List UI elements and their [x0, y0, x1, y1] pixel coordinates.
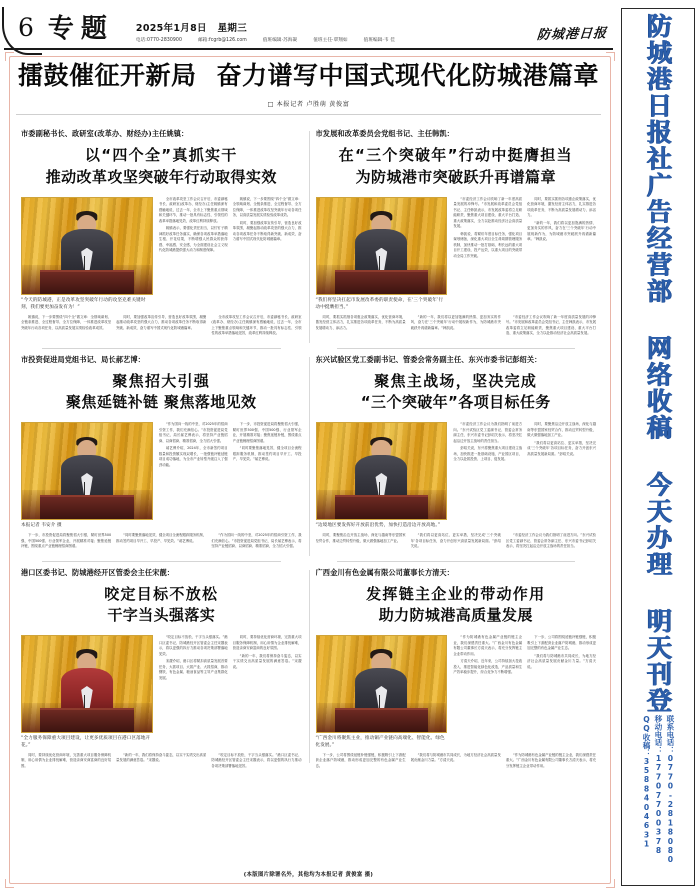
story-paragraph: “咬定目标不放松，干字当头强落实。”港口区委书记、防城港经开区管委会主任宋靓表示，将以更强的执行力推动各项决策部署落地见效。: [211, 752, 302, 768]
story-paragraph: 姚镇说，下一步要围绕“四个全”做文章：全领域谋划、全链条推进、全过程督导、全方位保障，一体推进改革攻坚突破年行动各项任务，以高质量发展实绩检验改革成效。: [232, 196, 302, 218]
story-text-column: [159, 197, 228, 312]
story-paragraph: “市委经济工作会议为我们指明了前进方向。”东兴试验区党工委副书记、管委会常务副主任、东兴市委书记彭绍关表示，将坚决扛起沿边开放主战场的责任担当。: [505, 532, 597, 549]
story-kicker: 东兴试验区党工委副书记、管委会常务副主任、东兴市委书记彭绍关：: [315, 354, 542, 364]
story-photo-caption: 本报记者 韦安介 摄: [21, 523, 62, 529]
story-paragraph: 同时，要加强改革宣传引导，营造良好改革氛围，凝聚起推动改革攻坚的强大合力，推动各项改革任务不断取得新突破、新成效，奋力谱写中国式现代化防城港篇章。: [116, 314, 207, 330]
folio-curve-decoration: [2, 7, 42, 55]
story-paragraph: 姚镇表示，要强化责任担当，以钉钉子精神抓好改革任务落实，确保各项改革举措落地生根、开花结果，不断增强人民群众的获得感、幸福感、安全感，为全面建设社会主义现代化防城港提供强大动力和制度保障。: [158, 226, 228, 253]
duty-editor-1: 值班编辑·苏海凝: [262, 37, 298, 44]
photo-podium: [40, 495, 133, 519]
story-headline-line1: 聚焦招大引强: [112, 371, 211, 390]
main-headline: [0, 50, 617, 91]
story-cell: [14, 351, 309, 564]
ad-contact-item: [665, 715, 674, 864]
story-body: [21, 197, 302, 312]
story-lower-text: [21, 533, 302, 552]
story-kicker: 市委副秘书长、政研室(改革办、财经办)主任姚镇：: [21, 129, 189, 139]
story-headline-line1: 咬定目标不放松: [104, 584, 219, 603]
story-text-column: [233, 197, 302, 312]
photo-microphone: [379, 695, 380, 708]
story-text-columns: [453, 197, 596, 312]
story-paragraph: “市委经济工作会议吹响了新一年度高质量发展的冲锋号。”市发展和改革委员会党组书记、主任韩凯表示，市发展改革委将立足职能职责，聚焦重大项目建设、重大平台打造、重大政策落实，全力以赴推动经济社会高质量发展。: [505, 314, 597, 336]
story-photo-column: [316, 422, 448, 530]
story-paragraph: 下一步，公司将围绕延链补链强链，积极吸引上下游配套企业落户防城港，推动形成更加完整的有色金属产业生态。: [315, 752, 406, 768]
story-paragraph: “作为防城港有色金属产业链的链主企业，我们深感责任重大。”广西金川有色金属有限公司董事长方清天表示，将充分发挥链主企业带动作用。: [453, 635, 523, 656]
story-paragraph: 韩凯说，将紧盯年度目标任务，强化项目谋划储备，深化重大项目全生命周期管理服务机制，加快推动一批打基础、利长远的重大项目开工建设、投产达效，以重大项目的突破带动全局工作突破。: [453, 231, 523, 258]
story-paragraph: “我们将以更高站位、更实举措，坚决完成‘三个突破年’各项目标任务，奋力开创东兴高质量发展新局面。”彭绍关说。: [527, 440, 597, 456]
story-paragraph: 郝艺博介绍，2024年，全市新签约项目数量和投资额实现双增长，一批强链补链延链项目成功落地，为全市产业转型升级注入了强劲动能。: [158, 446, 228, 467]
folio-block: [6, 15, 34, 46]
story-paragraph: 下一步，公司将围绕延链补链强链，积极吸引上下游配套企业落户防城港，推动形成更加完整的有色金属产业生态。: [527, 635, 597, 651]
story-paragraph: 下一步，市投资促进局将聚焦招大引强，紧盯世界500强、中国500强、行业领军企业，开展精准对接；聚焦延链补链，围绕重点产业链梳理招商图谱。: [21, 532, 112, 549]
story-paragraph: 姚镇说，下一步要围绕“四个全”做文章：全领域谋划、全链条推进、全过程督导、全方位保障，一体推进改革攻坚突破年行动各项任务，以高质量发展实绩检验改革成效。: [21, 314, 112, 330]
main-headline-part1: 擂鼓催征开新局: [17, 61, 197, 90]
story-cell: [309, 125, 604, 350]
photo-podium: [335, 270, 428, 294]
story-paragraph: “市委经济工作会议吹响了新一年度高质量发展的冲锋号。”市发展和改革委员会党组书记、主任韩凯表示，市发展改革委将立足职能职责，聚焦重大项目建设、重大平台打造、重大政策落实，全力以赴推动经济社会高质量发展。: [453, 196, 523, 229]
ad-contact-label: 移动电话：: [653, 715, 663, 754]
story-cell: [14, 564, 309, 772]
story-text-column: [116, 533, 206, 552]
story-paragraph: 全市改革攻坚工作会议召开后，市委副秘书长、政研室(改革办、财经办)主任姚镇深有感触地说，过去一年，全市上下聚焦重点领域和关键环节，推动一批具有标志性、引领性的改革举措落地见效，改革红利持续释放。: [211, 314, 302, 336]
story-kicker: 广西金川有色金属有限公司董事长方清天：: [315, 567, 454, 577]
story-photo-caption: “广西金川将聚焦主业，推动铜产业链向高端化、智能化、绿色化发展。”: [315, 736, 445, 748]
story-divider: [42, 561, 281, 562]
story-lower-text: [21, 753, 302, 772]
story-text-column: [506, 315, 596, 339]
story-headline-line1: 发挥链主企业的带动作用: [366, 584, 546, 603]
story-body: [21, 422, 302, 530]
photo-microphone: [379, 482, 380, 495]
story-kicker: 港口区委书记、防城港经开区管委会主任宋靓：: [21, 567, 175, 577]
masthead-phone: 电话:0770-2830900: [135, 37, 182, 44]
story-paragraph: “作为防城港有色金属产业链的链主企业，我们深感责任重大。”广西金川有色金属有限公司董事长方清天表示，将充分发挥链主企业带动作用。: [505, 752, 597, 768]
frame-corner-bottom-left: [5, 879, 14, 888]
page-photo-credit: (本版图片除署名外，其他均为本报记者 黄俊富 摄): [243, 872, 374, 878]
story-headline-line1: 聚焦主战场，坚决完成: [374, 371, 538, 390]
advertisement-column: [617, 0, 700, 894]
story-divider: [337, 561, 576, 562]
main-headline-part2: 奋力谱写中国式现代化防城港篇章: [216, 61, 600, 90]
weekday-text: 星期三: [217, 22, 248, 34]
story-headline: [21, 371, 302, 415]
story-paragraph: 同时，要抓实抓细各项惠企政策落实，优化营商环境，激发经营主体活力，扎实推进各项改革任务，不断为高质量发展增动力、添活力。: [315, 314, 406, 330]
story-text-column: [21, 315, 111, 339]
story-text-column: [506, 753, 596, 772]
story-headline: [316, 371, 597, 415]
ad-contact-item: [653, 715, 662, 864]
story-text-column: [21, 753, 111, 772]
story-body: [316, 635, 597, 750]
story-photo-column: [316, 635, 448, 750]
ad-contact-value: 17707700378: [653, 754, 663, 856]
story-headline-line1: 在“三个突破年”行动中挺膺担当: [338, 146, 573, 165]
story-paragraph: “同时要聚焦落地见效，健全项目全流程跟踪服务机制，推动签约项目早开工、早投产、早见效。”郝艺博说。: [232, 446, 302, 462]
story-paragraph: 下一步，市投资促进局将聚焦招大引强，紧盯世界500强、中国500强、行业领军企业，开展精准对接；聚焦延链补链，围绕重点产业链梳理招商图谱。: [232, 422, 302, 443]
story-text-column: [316, 315, 406, 339]
story-photo-caption: “边境地区要发挥好开放前沿优势，加快打造沿边开放高地。”: [315, 523, 441, 529]
ad-contact-item: [641, 715, 650, 864]
story-paragraph: 同时，要聚焦沿边开放主战场，深化与越南等东盟国家经贸合作，推动边贸转型升级，做大做强落地加工产业。: [315, 532, 406, 543]
story-photo-column: [21, 197, 153, 312]
story-body: [316, 197, 597, 312]
date-text: 2025年1月8日: [135, 22, 207, 34]
story-kicker: 市发展和改革委员会党组书记、主任韩凯：: [315, 129, 454, 139]
story-text-column: [527, 422, 596, 530]
story-text-column: [159, 635, 228, 750]
story-text-column: [316, 533, 406, 552]
photo-microphone: [84, 256, 85, 269]
story-text-column: [453, 422, 522, 530]
story-headline-line2: 聚焦延链补链 聚焦落地见效: [66, 393, 257, 412]
story-text-column: [316, 753, 406, 772]
story-photo: [316, 635, 448, 733]
masthead-contact-line: [136, 37, 395, 43]
story-text-column: [116, 753, 206, 772]
story-text-column: [527, 197, 596, 312]
story-text-columns: [453, 635, 596, 750]
story-lower-text: [316, 753, 597, 772]
story-text-column: [211, 533, 301, 552]
photo-podium: [40, 708, 133, 732]
story-kicker: 市投资促进局党组书记、局长郝艺博：: [21, 354, 145, 364]
story-cell: [309, 351, 604, 564]
story-text-columns: [453, 422, 596, 530]
story-photo-column: [21, 635, 153, 750]
story-divider: [42, 348, 281, 349]
photo-microphone: [379, 256, 380, 269]
story-text-columns: [159, 635, 302, 750]
story-headline-line2: 干字当头强落实: [107, 606, 216, 625]
story-paragraph: “同时要聚焦落地见效，健全项目全流程跟踪服务机制，推动签约项目早开工、早投产、早见效。”郝艺博说。: [116, 532, 207, 543]
story-paragraph: 同时，要持续优化营商环境，完善重大项目服务保障机制，用心用情为企业排忧解难，营造亲商安商富商的良好氛围。: [232, 635, 302, 651]
story-text-column: [159, 422, 228, 530]
story-paragraph: 方清天介绍，近年来，公司持续加大技改投入，推进智能化绿色化改造，产品质量和生产效率稳步提升，综合竞争力不断增强。: [453, 659, 523, 675]
duty-director: 值班主任·覃翔如: [313, 37, 348, 44]
story-paragraph: “我们将与防城港市共同成长，为地方经济社会高质量发展贡献金川力量。”方清天说。: [410, 752, 501, 763]
story-headline-line2: 为防城港市突破跃升再谱篇章: [355, 168, 556, 186]
story-cell: [309, 564, 604, 772]
story-headline-line2: “三个突破年”各项目标任务: [360, 393, 551, 412]
story-headline: [316, 145, 597, 189]
story-paragraph: “新的一年，我们将以更加饱满的热情、更加务实的作风，奋力在‘三个突破年’行动中展现新作为，为防城港市突破跃升再谱新篇章。”韩凯说。: [527, 220, 597, 242]
story-photo-column: [316, 197, 448, 312]
ad-contact-value: 3588404631: [642, 756, 652, 849]
story-headline: [21, 145, 302, 189]
story-paragraph: 彭绍关说，东兴将聚焦重大项目建设主战场，加快推进一批基础设施、产业园区项目，全力以赴抓投资、上项目、促发展。: [453, 446, 523, 462]
duty-editor-2: 值班编辑·韦 佳: [363, 37, 395, 44]
ad-contact-list: [624, 715, 692, 864]
story-body: [21, 635, 302, 750]
story-lower-text: [21, 315, 302, 339]
story-text-column: [211, 753, 301, 772]
story-paragraph: “咬定目标不放松，干字当头强落实。”港口区委书记、防城港经开区管委会主任宋靓表示，将以更强的执行力推动各项决策部署落地见效。: [158, 635, 228, 656]
photo-microphone: [84, 695, 85, 708]
story-paragraph: 同时，要持续优化营商环境，完善重大项目服务保障机制，用心用情为企业排忧解难，营造亲商安商富商的良好氛围。: [21, 752, 112, 768]
story-photo: [316, 197, 448, 295]
story-paragraph: 同时，要抓实抓细各项惠企政策落实，优化营商环境，激发经营主体活力，扎实推进各项改革任务，不断为高质量发展增动力、添活力。: [527, 196, 597, 218]
ad-contact-value: 0770-2818080: [665, 754, 675, 865]
story-text-column: [411, 315, 501, 339]
story-paragraph: “作为国向一线的中坚，对2025年的招商引资工作，我们充满信心。”市投资促进局党组书记、局长郝艺博表示，将坚持产业链招商、以商招商、精准招商，全力招大引强。: [158, 422, 228, 443]
photo-podium: [40, 270, 133, 294]
section-title: 专题: [47, 14, 114, 44]
story-text-column: [411, 533, 501, 552]
story-text-column: [116, 315, 206, 339]
story-text-columns: [159, 197, 302, 312]
story-photo: [316, 422, 448, 520]
story-photo-caption: “我们将坚决扛起市发展改革委的职责使命，在‘三个突破年’行动中挺膺担当。”: [315, 297, 444, 310]
story-text-column: [233, 635, 302, 750]
story-headline: [21, 584, 302, 628]
story-photo: [21, 197, 153, 295]
story-text-column: [411, 753, 501, 772]
story-headline-line1: 以“四个全”真抓实干: [84, 146, 238, 165]
headline-divider: [16, 114, 601, 115]
story-paragraph: “我们将与防城港市共同成长，为地方经济社会高质量发展贡献金川力量。”方清天说。: [527, 653, 597, 669]
story-photo: [21, 422, 153, 520]
story-headline-line2: 助力防城港高质量发展: [378, 606, 533, 625]
story-headline-line2: 推动改革攻坚突破年行动取得实效: [45, 168, 277, 186]
ad-contact-label: QQ收稿：: [642, 715, 652, 757]
story-paragraph: “新的一年，我们将保持奋斗姿态，以实干实绩交出高质量发展的满意答卷。”宋靓说。: [232, 653, 302, 669]
story-text-column: [21, 533, 111, 552]
page-number: 6: [18, 13, 34, 42]
ad-contact-label: 联系电话：: [665, 715, 675, 754]
story-headline: [316, 584, 597, 628]
story-text-column: [453, 197, 522, 312]
page-masthead-bar: [0, 0, 617, 48]
story-grid: [0, 121, 617, 771]
story-paragraph: 同时，要聚焦沿边开放主战场，深化与越南等东盟国家经贸合作，推动边贸转型升级，做大做强落地加工产业。: [527, 422, 597, 438]
story-paragraph: “市委经济工作会议为我们指明了前进方向。”东兴试验区党工委副书记、管委会常务副主任、东兴市委书记彭绍关表示，将坚决扛起沿边开放主战场的责任担当。: [453, 422, 523, 443]
masthead-email: 邮箱:fcgrb@126.com: [197, 37, 247, 44]
story-paragraph: 宋靓介绍，港口区将紧扣高质量发展首要任务，大抓项目、大抓产业、大抓招商，推动钢铁、有色金属、粮油食品等主导产业集群化发展。: [158, 659, 228, 680]
story-text-column: [506, 533, 596, 552]
story-divider: [337, 348, 576, 349]
date-block: [114, 23, 395, 46]
story-photo-caption: “全力服务保障重大项目建设，让更多优质项目在港口区落地开花。”: [21, 736, 151, 748]
photo-podium: [335, 708, 428, 732]
story-photo-caption: “今天的防城港，正是改革攻坚突破年行动的攻坚克难关键时刻，我们要更加奋发有为！”: [21, 297, 146, 310]
story-text-column: [453, 635, 522, 750]
story-paragraph: “新的一年，我们将保持奋斗姿态，以实干实绩交出高质量发展的满意答卷。”宋靓说。: [116, 752, 207, 763]
story-photo: [21, 635, 153, 733]
photo-podium: [335, 495, 428, 519]
frame-corner-bottom-right: [606, 879, 615, 888]
main-byline: □ 本报记者 卢胜萌 黄俊富: [267, 101, 350, 109]
publication-date: [136, 23, 395, 34]
story-body: [316, 422, 597, 530]
ad-box[interactable]: [621, 8, 695, 886]
story-paragraph: 同时，要加强改革宣传引导，营造良好改革氛围，凝聚起推动改革攻坚的强大合力，推动各项改革任务不断取得新突破、新成效，奋力谱写中国式现代化防城港篇章。: [232, 220, 302, 242]
story-text-column: [527, 635, 596, 750]
story-text-columns: [159, 422, 302, 530]
story-paragraph: “作为国向一线的中坚，对2025年的招商引资工作，我们充满信心。”市投资促进局党组书记、局长郝艺博表示，将坚持产业链招商、以商招商、精准招商，全力招大引强。: [211, 532, 302, 549]
photo-microphone: [84, 482, 85, 495]
ad-vertical-headline: 防城港日报社广告经营部 网络收稿 今天办理 明天刊登: [643, 13, 673, 714]
newspaper-logo: 防城港日报: [536, 26, 608, 43]
story-paragraph: 全市改革攻坚工作会议召开后，市委副秘书长、政研室(改革办、财经办)主任姚镇深有感触地说，过去一年，全市上下聚焦重点领域和关键环节，推动一批具有标志性、引领性的改革举措落地见效，改革红利持续释放。: [158, 196, 228, 223]
story-text-column: [211, 315, 301, 339]
story-cell: [14, 125, 309, 350]
story-paragraph: “我们将以更高站位、更实举措，坚决完成‘三个突破年’各项目标任务，奋力开创东兴高质量发展新局面。”彭绍关说。: [410, 532, 501, 549]
story-photo-column: [21, 422, 153, 530]
story-lower-text: [316, 533, 597, 552]
story-text-column: [233, 422, 302, 530]
story-paragraph: “新的一年，我们将以更加饱满的热情、更加务实的作风，奋力在‘三个突破年’行动中展现新作为，为防城港市突破跃升再谱新篇章。”韩凯说。: [410, 314, 501, 330]
story-lower-text: [316, 315, 597, 339]
